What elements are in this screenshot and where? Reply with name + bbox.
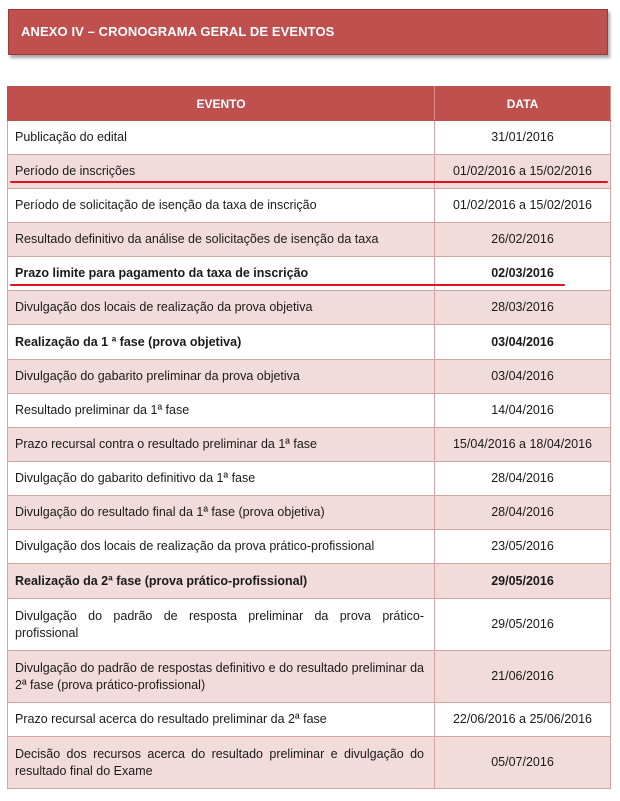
date-cell: 03/04/2016	[435, 360, 611, 394]
section-title: ANEXO IV – CRONOGRAMA GERAL DE EVENTOS	[21, 24, 335, 39]
date-cell: 29/05/2016	[435, 564, 611, 599]
event-cell: Divulgação do resultado final da 1ª fase (prova objetiva)	[8, 496, 435, 530]
table-row	[8, 325, 611, 360]
event-cell: Período de inscrições	[8, 155, 435, 189]
event-cell: Realização da 2ª fase (prova prático-profissional)	[8, 564, 435, 599]
date-cell: 14/04/2016	[435, 394, 611, 428]
column-header-date: DATA	[435, 87, 611, 121]
table-row	[8, 155, 611, 189]
event-cell: Prazo recursal contra o resultado preliminar da 1ª fase	[8, 428, 435, 462]
table-row	[8, 360, 611, 394]
date-cell: 22/06/2016 a 25/06/2016	[435, 703, 611, 737]
event-cell: Divulgação do padrão de resposta preliminar da prova prático-profissional	[8, 599, 435, 651]
date-cell: 01/02/2016 a 15/02/2016	[435, 189, 611, 223]
table-row	[8, 599, 611, 651]
date-cell: 01/02/2016 a 15/02/2016	[435, 155, 611, 189]
event-cell: Decisão dos recursos acerca do resultado preliminar e divulgação do resultado final do Exame	[8, 737, 435, 789]
date-cell: 15/04/2016 a 18/04/2016	[435, 428, 611, 462]
table-row	[8, 223, 611, 257]
date-cell: 28/04/2016	[435, 462, 611, 496]
highlight-underline-prazo-pagamento	[10, 284, 565, 286]
date-cell: 26/02/2016	[435, 223, 611, 257]
table-header-row	[8, 87, 611, 121]
date-cell: 05/07/2016	[435, 737, 611, 789]
event-cell: Período de solicitação de isenção da taxa de inscrição	[8, 189, 435, 223]
event-cell: Divulgação do gabarito preliminar da prova objetiva	[8, 360, 435, 394]
table-row	[8, 737, 611, 789]
event-cell: Divulgação do gabarito definitivo da 1ª fase	[8, 462, 435, 496]
table-row	[8, 189, 611, 223]
date-cell: 03/04/2016	[435, 325, 611, 360]
event-cell: Publicação do edital	[8, 121, 435, 155]
event-cell: Prazo recursal acerca do resultado preliminar da 2ª fase	[8, 703, 435, 737]
event-cell: Resultado preliminar da 1ª fase	[8, 394, 435, 428]
event-cell: Prazo limite para pagamento da taxa de inscrição	[8, 257, 435, 291]
table-row	[8, 703, 611, 737]
date-cell: 23/05/2016	[435, 530, 611, 564]
table-row	[8, 462, 611, 496]
date-cell: 29/05/2016	[435, 599, 611, 651]
table-row	[8, 530, 611, 564]
highlight-underline-inscricoes	[10, 181, 608, 183]
schedule-table	[7, 86, 611, 789]
table-row	[8, 121, 611, 155]
event-cell: Divulgação dos locais de realização da prova objetiva	[8, 291, 435, 325]
event-cell: Divulgação dos locais de realização da prova prático-profissional	[8, 530, 435, 564]
date-cell: 28/04/2016	[435, 496, 611, 530]
date-cell: 02/03/2016	[435, 257, 611, 291]
date-cell: 28/03/2016	[435, 291, 611, 325]
event-cell: Resultado definitivo da análise de solicitações de isenção da taxa	[8, 223, 435, 257]
section-banner	[8, 9, 608, 55]
table-row	[8, 394, 611, 428]
date-cell: 31/01/2016	[435, 121, 611, 155]
event-cell: Divulgação do padrão de respostas definitivo e do resultado preliminar da 2ª fase (prova prático-profissional)	[8, 651, 435, 703]
date-cell: 21/06/2016	[435, 651, 611, 703]
table-row	[8, 564, 611, 599]
event-cell: Realização da 1 ª fase (prova objetiva)	[8, 325, 435, 360]
table-row	[8, 496, 611, 530]
table-row	[8, 651, 611, 703]
table-row	[8, 428, 611, 462]
column-header-event: EVENTO	[8, 87, 435, 121]
table-row	[8, 291, 611, 325]
